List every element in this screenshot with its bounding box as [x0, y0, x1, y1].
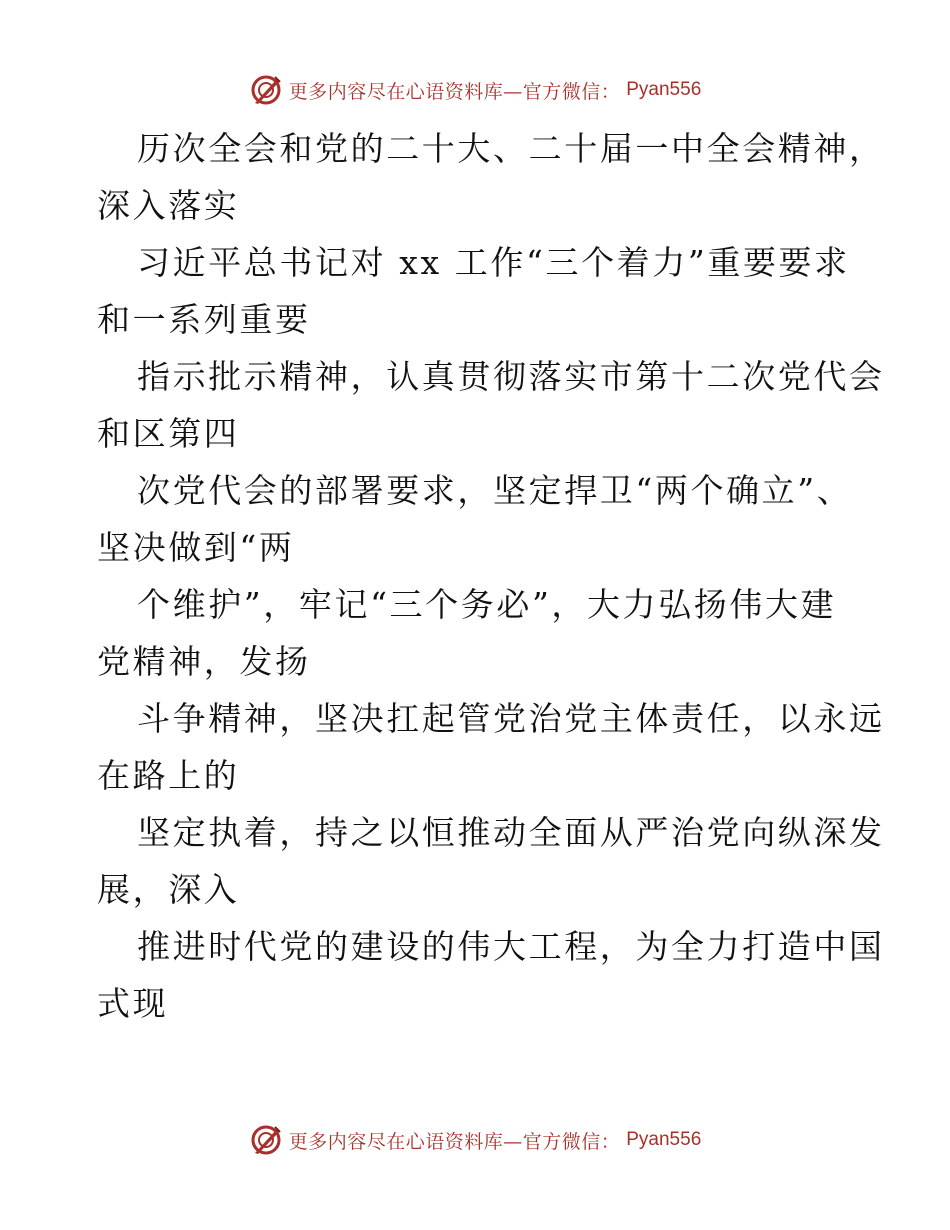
- paragraph-line: 指示批示精神，认真贯彻落实市第十二次党代会: [137, 357, 885, 396]
- paragraph-line: 次党代会的部署要求，坚定捍卫“两个确立”、: [137, 471, 853, 510]
- paragraph-line: 习近平总书记对 xx 工作“三个着力”重要要求: [137, 243, 850, 282]
- footer-banner-text: 更多内容尽在心语资料库—官方微信：: [288, 1130, 621, 1153]
- paragraph-line: 坚决做到“两: [97, 528, 295, 567]
- paragraph-line: 在路上的: [97, 756, 240, 795]
- paragraph: [97, 120, 885, 234]
- paragraph-line: 推进时代党的建设的伟大工程，为全力打造中国: [137, 927, 885, 966]
- paragraph-line: 斗争精神，坚决扛起管党治党主体责任，以永远: [137, 699, 885, 738]
- footer-banner-id: Pyan556: [626, 1129, 702, 1150]
- paragraph-line: 坚定执着，持之以恒推动全面从严治党向纵深发: [137, 813, 885, 852]
- paragraph-line: 党精神，发扬: [97, 642, 311, 681]
- header-banner-id: Pyan556: [626, 79, 702, 100]
- paragraph-line: 展，深入: [97, 870, 240, 909]
- paragraph: [97, 348, 885, 462]
- header-banner-text: 更多内容尽在心语资料库—官方微信：: [288, 80, 621, 103]
- footer-banner: [0, 1120, 950, 1160]
- paragraph-line: 历次全会和党的二十大、二十届一中全会精神，: [137, 129, 885, 168]
- paragraph: [97, 234, 857, 348]
- paragraph-line: 深入落实: [97, 186, 240, 225]
- paragraph: [97, 462, 857, 576]
- paragraph-line: 式现: [97, 984, 169, 1023]
- paragraph: [97, 690, 885, 804]
- paragraph: [97, 918, 885, 1032]
- paragraph-line: 和一系列重要: [97, 300, 311, 339]
- paragraph: [97, 804, 885, 918]
- quill-logo-icon: [249, 73, 283, 107]
- header-banner: [0, 70, 950, 110]
- paragraph-line: 个维护”，牢记“三个务必”，大力弘扬伟大建: [137, 585, 837, 624]
- quill-logo-icon: [249, 1123, 283, 1157]
- paragraph: [97, 576, 857, 690]
- paragraph-line: 和区第四: [97, 414, 240, 453]
- document-body: [97, 120, 885, 1032]
